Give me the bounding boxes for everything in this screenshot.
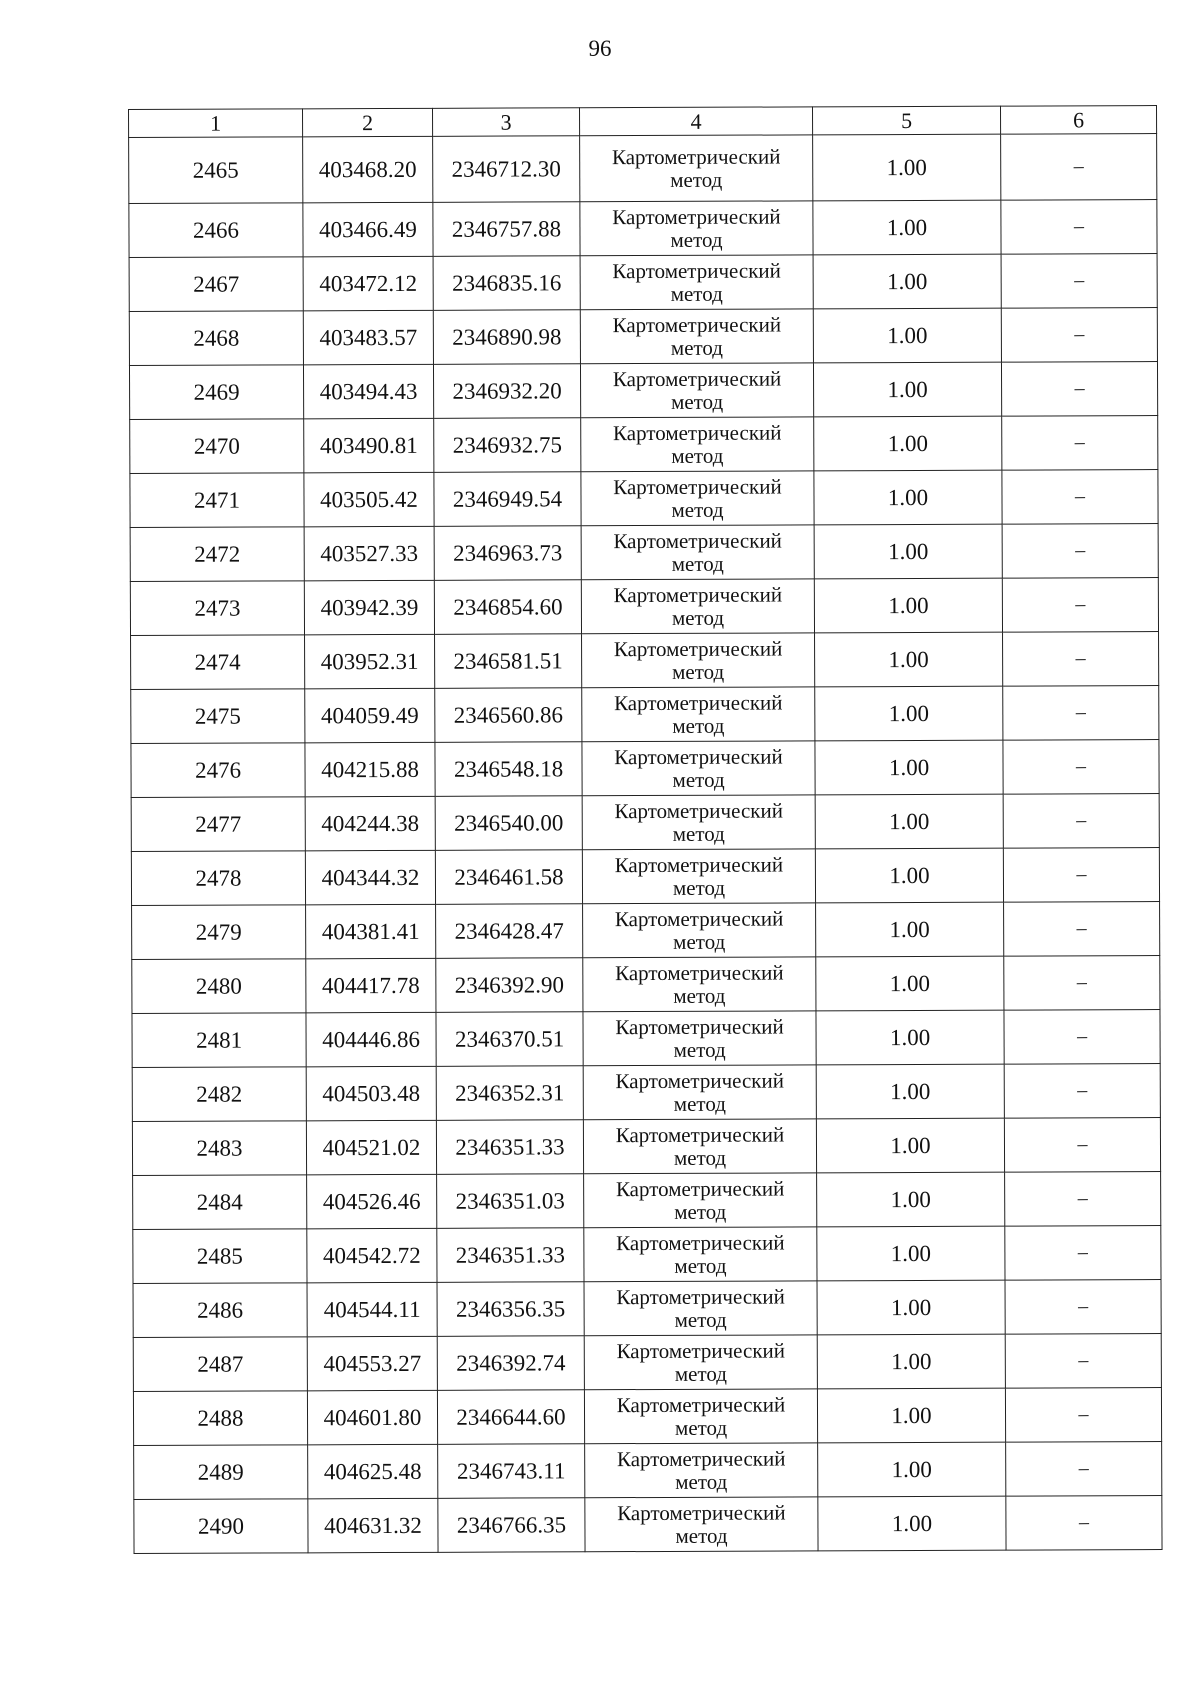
note-cell: – bbox=[1005, 1226, 1161, 1281]
method-cell bbox=[580, 135, 813, 202]
method-label-line2: метод bbox=[671, 497, 724, 522]
accuracy-cell: 1.00 bbox=[815, 794, 1003, 849]
method-label-line2: метод bbox=[670, 335, 724, 360]
table-row bbox=[132, 956, 1160, 1014]
method-cell bbox=[581, 471, 814, 526]
x-coordinate-cell: 403505.42 bbox=[304, 472, 434, 526]
accuracy-cell: 1.00 bbox=[816, 1064, 1004, 1119]
accuracy-cell: 1.00 bbox=[813, 254, 1001, 309]
x-coordinate-cell: 403490.81 bbox=[304, 418, 434, 472]
table-row bbox=[129, 200, 1157, 258]
accuracy-cell: 1.00 bbox=[816, 956, 1004, 1011]
method-label-line1: Картометрический bbox=[612, 311, 782, 337]
method-cell bbox=[585, 1497, 818, 1552]
y-coordinate-cell: 2346963.73 bbox=[434, 526, 581, 581]
method-label-line2: метод bbox=[674, 1361, 727, 1386]
method-cell bbox=[583, 957, 816, 1012]
table-row bbox=[132, 902, 1160, 960]
method-label-line2: метод bbox=[670, 167, 723, 192]
table-row bbox=[133, 1172, 1161, 1230]
point-number-cell: 2478 bbox=[131, 851, 305, 906]
accuracy-cell: 1.00 bbox=[815, 848, 1003, 903]
point-number-cell: 2490 bbox=[134, 1499, 308, 1554]
method-label-line1: Картометрический bbox=[613, 527, 782, 553]
y-coordinate-cell: 2346932.75 bbox=[434, 418, 581, 473]
method-cell bbox=[581, 579, 814, 634]
accuracy-cell: 1.00 bbox=[818, 1442, 1006, 1497]
method-cell bbox=[580, 309, 813, 364]
note-cell: – bbox=[1005, 1388, 1161, 1443]
accuracy-cell: 1.00 bbox=[813, 200, 1001, 255]
method-label-line1: Картометрический bbox=[616, 1337, 786, 1363]
x-coordinate-cell: 404446.86 bbox=[306, 1012, 436, 1066]
y-coordinate-cell: 2346356.35 bbox=[437, 1282, 584, 1337]
point-number-cell: 2479 bbox=[132, 905, 306, 960]
x-coordinate-cell: 403942.39 bbox=[304, 580, 434, 634]
method-label-line2: метод bbox=[674, 1415, 728, 1440]
table-row bbox=[132, 1064, 1160, 1122]
method-label-line1: Картометрический bbox=[616, 1283, 785, 1309]
table-row bbox=[131, 686, 1159, 744]
x-coordinate-cell: 404417.78 bbox=[306, 958, 436, 1012]
point-number-cell: 2467 bbox=[129, 257, 303, 312]
page-number: 96 bbox=[588, 36, 612, 61]
method-label-line2: метод bbox=[673, 929, 726, 954]
method-label-line2: метод bbox=[674, 1307, 727, 1332]
method-cell bbox=[580, 363, 813, 418]
table-row bbox=[130, 578, 1158, 636]
method-cell bbox=[584, 1173, 817, 1228]
method-label-line1: Картометрический bbox=[616, 1229, 785, 1255]
method-cell bbox=[582, 687, 815, 742]
point-number-cell: 2469 bbox=[129, 365, 303, 420]
table-row bbox=[130, 416, 1158, 474]
note-cell: – bbox=[1003, 686, 1159, 741]
method-cell bbox=[584, 1227, 817, 1282]
x-coordinate-cell: 404381.41 bbox=[306, 904, 436, 958]
method-label-line1: Картометрический bbox=[614, 905, 784, 931]
note-cell: – bbox=[1003, 632, 1159, 687]
accuracy-cell: 1.00 bbox=[815, 632, 1003, 687]
accuracy-cell: 1.00 bbox=[817, 1172, 1005, 1227]
method-label-line2: метод bbox=[672, 821, 725, 846]
x-coordinate-cell: 404601.80 bbox=[307, 1390, 437, 1444]
table-row bbox=[129, 134, 1157, 204]
point-number-cell: 2483 bbox=[132, 1121, 306, 1176]
point-number-cell: 2481 bbox=[132, 1013, 306, 1068]
table-row bbox=[132, 1010, 1160, 1068]
method-label-line1: Картометрический bbox=[612, 257, 781, 283]
table-row bbox=[133, 1226, 1161, 1284]
table-row bbox=[131, 848, 1159, 906]
y-coordinate-cell: 2346351.33 bbox=[437, 1228, 584, 1283]
coordinates-table-container bbox=[128, 105, 1163, 1554]
note-cell: – bbox=[1003, 794, 1159, 849]
method-label-line1: Картометрический bbox=[611, 143, 781, 169]
method-label-line2: метод bbox=[671, 551, 724, 576]
y-coordinate-cell: 2346835.16 bbox=[433, 256, 580, 311]
y-coordinate-cell: 2346581.51 bbox=[435, 634, 582, 689]
x-coordinate-cell: 404625.48 bbox=[308, 1444, 438, 1498]
x-coordinate-cell: 404526.46 bbox=[307, 1174, 437, 1228]
method-label-line1: Картометрический bbox=[616, 1445, 786, 1471]
column-header-1: 1 bbox=[129, 109, 303, 138]
method-label-line1: Картометрический bbox=[616, 1391, 786, 1417]
y-coordinate-cell: 2346890.98 bbox=[433, 310, 580, 365]
point-number-cell: 2477 bbox=[131, 797, 305, 852]
x-coordinate-cell: 404553.27 bbox=[307, 1336, 437, 1390]
note-cell: – bbox=[1006, 1496, 1162, 1551]
method-label-line1: Картометрический bbox=[613, 635, 783, 661]
method-label-line1: Картометрический bbox=[615, 1175, 785, 1201]
table-row bbox=[134, 1496, 1162, 1554]
table-row bbox=[131, 632, 1159, 690]
method-label-line2: метод bbox=[672, 767, 725, 792]
note-cell: – bbox=[1003, 848, 1159, 903]
note-cell: – bbox=[1001, 200, 1157, 255]
method-label-line2: метод bbox=[672, 713, 725, 738]
table-row bbox=[130, 470, 1158, 528]
accuracy-cell: 1.00 bbox=[815, 740, 1003, 795]
method-label-line1: Картометрический bbox=[615, 1067, 785, 1093]
accuracy-cell: 1.00 bbox=[817, 1334, 1005, 1389]
method-label-line1: Картометрический bbox=[614, 743, 783, 769]
method-label-line2: метод bbox=[671, 389, 724, 414]
y-coordinate-cell: 2346932.20 bbox=[433, 364, 580, 419]
table-row bbox=[131, 794, 1159, 852]
point-number-cell: 2468 bbox=[129, 311, 303, 366]
method-label-line2: метод bbox=[674, 1253, 727, 1278]
note-cell: – bbox=[1002, 578, 1158, 633]
method-label-line1: Картометрический bbox=[615, 959, 784, 985]
note-cell: – bbox=[1006, 1442, 1162, 1497]
point-number-cell: 2466 bbox=[129, 203, 303, 258]
table-row bbox=[133, 1388, 1161, 1446]
method-label-line2: метод bbox=[672, 659, 725, 684]
accuracy-cell: 1.00 bbox=[813, 134, 1001, 201]
x-coordinate-cell: 403952.31 bbox=[305, 634, 435, 688]
note-cell: – bbox=[1001, 308, 1157, 363]
column-header-3: 3 bbox=[432, 108, 579, 137]
accuracy-cell: 1.00 bbox=[817, 1280, 1005, 1335]
point-number-cell: 2489 bbox=[134, 1445, 308, 1500]
method-label-line2: метод bbox=[675, 1523, 728, 1548]
y-coordinate-cell: 2346540.00 bbox=[435, 796, 582, 851]
note-cell: – bbox=[1002, 524, 1158, 579]
method-cell bbox=[582, 633, 815, 688]
method-label-line1: Картометрический bbox=[614, 797, 783, 823]
table-row bbox=[134, 1442, 1162, 1500]
note-cell: – bbox=[1004, 956, 1160, 1011]
method-label-line2: метод bbox=[673, 1091, 726, 1116]
method-cell bbox=[581, 525, 814, 580]
method-cell bbox=[583, 1119, 816, 1174]
method-cell bbox=[584, 1281, 817, 1336]
method-label-line1: Картометрический bbox=[612, 203, 781, 229]
x-coordinate-cell: 404631.32 bbox=[308, 1498, 438, 1552]
x-coordinate-cell: 403468.20 bbox=[303, 136, 433, 202]
point-number-cell: 2480 bbox=[132, 959, 306, 1014]
coordinates-table bbox=[128, 105, 1163, 1554]
x-coordinate-cell: 403466.49 bbox=[303, 202, 433, 256]
table-row bbox=[129, 254, 1157, 312]
x-coordinate-cell: 404244.38 bbox=[305, 796, 435, 850]
method-label-line1: Картометрический bbox=[614, 851, 784, 877]
y-coordinate-cell: 2346352.31 bbox=[436, 1066, 583, 1121]
method-cell bbox=[585, 1443, 818, 1498]
note-cell: – bbox=[1001, 362, 1157, 417]
note-cell: – bbox=[1004, 1118, 1160, 1173]
method-label-line1: Картометрический bbox=[617, 1499, 786, 1525]
point-number-cell: 2474 bbox=[131, 635, 305, 690]
accuracy-cell: 1.00 bbox=[816, 1118, 1004, 1173]
y-coordinate-cell: 2346351.33 bbox=[436, 1120, 583, 1175]
y-coordinate-cell: 2346461.58 bbox=[435, 850, 582, 905]
y-coordinate-cell: 2346949.54 bbox=[434, 472, 581, 527]
x-coordinate-cell: 404059.49 bbox=[305, 688, 435, 742]
point-number-cell: 2484 bbox=[133, 1175, 307, 1230]
method-cell bbox=[582, 795, 815, 850]
point-number-cell: 2471 bbox=[130, 473, 304, 528]
accuracy-cell: 1.00 bbox=[813, 308, 1001, 363]
accuracy-cell: 1.00 bbox=[816, 1010, 1004, 1065]
y-coordinate-cell: 2346854.60 bbox=[434, 580, 581, 635]
y-coordinate-cell: 2346370.51 bbox=[436, 1012, 583, 1067]
x-coordinate-cell: 404503.48 bbox=[306, 1066, 436, 1120]
x-coordinate-cell: 404542.72 bbox=[307, 1228, 437, 1282]
accuracy-cell: 1.00 bbox=[815, 686, 1003, 741]
accuracy-cell: 1.00 bbox=[817, 1226, 1005, 1281]
accuracy-cell: 1.00 bbox=[817, 1388, 1005, 1443]
point-number-cell: 2482 bbox=[132, 1067, 306, 1122]
table-header-row bbox=[129, 106, 1157, 138]
note-cell: – bbox=[1002, 470, 1158, 525]
method-cell bbox=[584, 1335, 817, 1390]
method-label-line2: метод bbox=[674, 1199, 727, 1224]
method-cell bbox=[581, 417, 814, 472]
method-cell bbox=[580, 201, 813, 256]
y-coordinate-cell: 2346644.60 bbox=[437, 1390, 584, 1445]
method-label-line2: метод bbox=[672, 875, 726, 900]
point-number-cell: 2473 bbox=[130, 581, 304, 636]
x-coordinate-cell: 403494.43 bbox=[303, 364, 433, 418]
y-coordinate-cell: 2346766.35 bbox=[438, 1498, 585, 1553]
method-label-line1: Картометрический bbox=[613, 473, 782, 499]
column-header-2: 2 bbox=[303, 108, 433, 136]
method-label-line2: метод bbox=[673, 983, 726, 1008]
method-label-line2: метод bbox=[671, 605, 725, 630]
note-cell: – bbox=[1005, 1280, 1161, 1335]
y-coordinate-cell: 2346712.30 bbox=[433, 136, 580, 203]
method-label-line1: Картометрический bbox=[612, 419, 782, 445]
y-coordinate-cell: 2346548.18 bbox=[435, 742, 582, 797]
y-coordinate-cell: 2346428.47 bbox=[436, 904, 583, 959]
accuracy-cell: 1.00 bbox=[816, 902, 1004, 957]
x-coordinate-cell: 403527.33 bbox=[304, 526, 434, 580]
method-label-line2: метод bbox=[671, 443, 724, 468]
method-cell bbox=[584, 1389, 817, 1444]
method-cell bbox=[583, 1065, 816, 1120]
note-cell: – bbox=[1001, 134, 1157, 201]
table-row bbox=[129, 308, 1157, 366]
point-number-cell: 2465 bbox=[129, 137, 303, 204]
method-cell bbox=[583, 1011, 816, 1066]
column-header-5: 5 bbox=[812, 106, 1000, 135]
table-row bbox=[133, 1334, 1161, 1392]
y-coordinate-cell: 2346351.03 bbox=[437, 1174, 584, 1229]
note-cell: – bbox=[1005, 1334, 1161, 1389]
column-header-4: 4 bbox=[579, 107, 812, 136]
table-body bbox=[129, 134, 1162, 1554]
method-label-line2: метод bbox=[670, 281, 723, 306]
x-coordinate-cell: 404344.32 bbox=[305, 850, 435, 904]
x-coordinate-cell: 404215.88 bbox=[305, 742, 435, 796]
x-coordinate-cell: 403483.57 bbox=[303, 310, 433, 364]
point-number-cell: 2487 bbox=[133, 1337, 307, 1392]
table-row bbox=[130, 524, 1158, 582]
accuracy-cell: 1.00 bbox=[813, 362, 1001, 417]
y-coordinate-cell: 2346392.90 bbox=[436, 958, 583, 1013]
point-number-cell: 2486 bbox=[133, 1283, 307, 1338]
point-number-cell: 2485 bbox=[133, 1229, 307, 1284]
y-coordinate-cell: 2346743.11 bbox=[438, 1444, 585, 1499]
method-cell bbox=[582, 849, 815, 904]
x-coordinate-cell: 403472.12 bbox=[303, 256, 433, 310]
note-cell: – bbox=[1002, 416, 1158, 471]
method-label-line2: метод bbox=[675, 1469, 728, 1494]
method-label-line2: метод bbox=[673, 1037, 726, 1062]
x-coordinate-cell: 404544.11 bbox=[307, 1282, 437, 1336]
point-number-cell: 2470 bbox=[130, 419, 304, 474]
method-label-line1: Картометрический bbox=[614, 689, 783, 715]
note-cell: – bbox=[1004, 1010, 1160, 1065]
method-label-line1: Картометрический bbox=[615, 1121, 785, 1147]
column-header-6: 6 bbox=[1000, 106, 1156, 135]
x-coordinate-cell: 404521.02 bbox=[306, 1120, 436, 1174]
method-cell bbox=[582, 741, 815, 796]
method-label-line2: метод bbox=[670, 227, 723, 252]
method-label-line2: метод bbox=[673, 1145, 727, 1170]
accuracy-cell: 1.00 bbox=[818, 1496, 1006, 1551]
method-label-line1: Картометрический bbox=[612, 365, 782, 391]
note-cell: – bbox=[1001, 254, 1157, 309]
y-coordinate-cell: 2346392.74 bbox=[437, 1336, 584, 1391]
note-cell: – bbox=[1005, 1172, 1161, 1227]
note-cell: – bbox=[1004, 1064, 1160, 1119]
table-row bbox=[132, 1118, 1160, 1176]
accuracy-cell: 1.00 bbox=[814, 470, 1002, 525]
table-row bbox=[133, 1280, 1161, 1338]
method-cell bbox=[583, 903, 816, 958]
table-row bbox=[129, 362, 1157, 420]
point-number-cell: 2475 bbox=[131, 689, 305, 744]
y-coordinate-cell: 2346560.86 bbox=[435, 688, 582, 743]
method-label-line1: Картометрический bbox=[615, 1013, 784, 1039]
y-coordinate-cell: 2346757.88 bbox=[433, 202, 580, 257]
point-number-cell: 2472 bbox=[130, 527, 304, 582]
accuracy-cell: 1.00 bbox=[814, 524, 1002, 579]
note-cell: – bbox=[1003, 740, 1159, 795]
table-row bbox=[131, 740, 1159, 798]
note-cell: – bbox=[1004, 902, 1160, 957]
method-label-line1: Картометрический bbox=[613, 581, 783, 607]
point-number-cell: 2476 bbox=[131, 743, 305, 798]
method-cell bbox=[580, 255, 813, 310]
point-number-cell: 2488 bbox=[133, 1391, 307, 1446]
accuracy-cell: 1.00 bbox=[814, 416, 1002, 471]
accuracy-cell: 1.00 bbox=[814, 578, 1002, 633]
